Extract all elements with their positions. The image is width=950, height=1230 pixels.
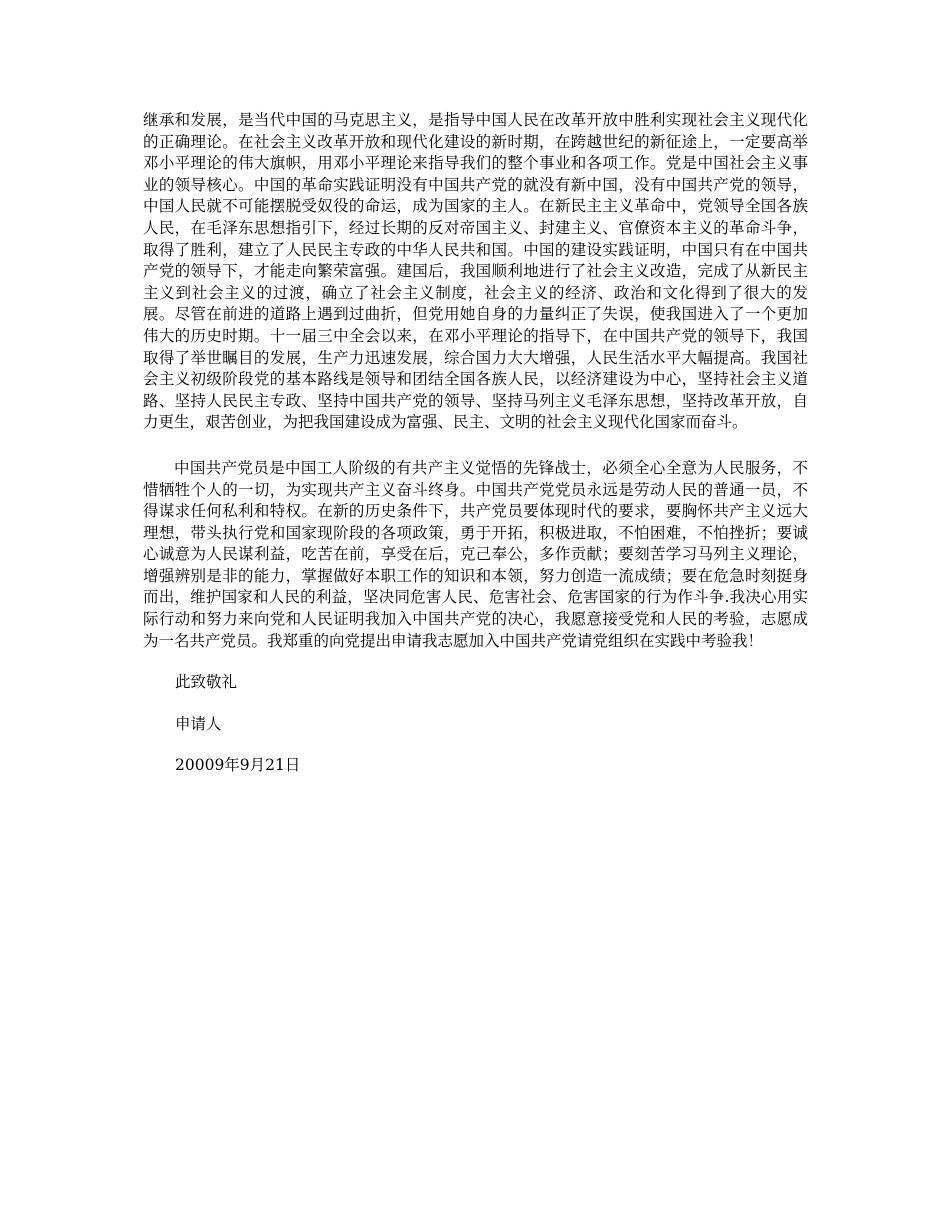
applicant-label: 申请人 bbox=[175, 714, 222, 733]
body-paragraph-1: 继承和发展，是当代中国的马克思主义，是指导中国人民在改革开放中胜利实现社会主义现代化的正确理论。在社会主义改革开放和现代化建设的新时期，在跨越世纪的新征途上，一定要高举邓小平理论的伟大旗帜，用邓小平理论来指导我们的整个事业和各项工作。党是中国社会主义事业的领导核心。中国的革命实践证明没有中国共产党的就没有新中国，没有中国共产党的领导，中国人民就不可能摆脱受奴役的命运，成为国家的主人。在新民主主义革命中，党领导全国各族人民，在毛泽东思想指引下，经过长期的反对帝国主义、封建主义、官僚资本主义的革命斗争，取得了胜利，建立了人民民主专政的中华人民共和国。中国的建设实践证明，中国只有在中国共产党的领导下，才能走向繁荣富强。建国后，我国顺利地进行了社会主义改造，完成了从新民主主义到社会主义的过渡，确立了社会主义制度，社会主义的经济、政治和文化得到了很大的发展。尽管在前进的道路上遇到过曲折，但党用她自身的力量纠正了失误，使我国进入了一个更加伟大的历史时期。十一届三中全会以来，在邓小平理论的指导下，在中国共产党的领导下，我国取得了举世瞩目的发展，生产力迅速发展，综合国力大大增强，人民生活水平大幅提高。我国社会主义初级阶段党的基本路线是领导和团结全国各族人民，以经济建设为中心，坚持社会主义道路、坚持人民民主专政、坚持中国共产党的领导、坚持马列主义毛泽东思想，坚持改革开放，自力更生，艰苦创业，为把我国建设成为富强、民主、文明的社会主义现代化国家而奋斗。 bbox=[143, 111, 808, 432]
salutation: 此致敬礼 bbox=[175, 673, 238, 692]
body-paragraph-2: 中国共产党员是中国工人阶级的有共产主义觉悟的先锋战士，必须全心全意为人民服务，不惜牺牲个人的一切，为实现共产主义奋斗终身。中国共产党党员永远是劳动人民的普通一员，不得谋求任何私利和特权。在新的历史条件下，共产党员要体现时代的要求，要胸怀共产主义远大理想，带头执行党和国家现阶段的各项政策，勇于开拓，积极进取，不怕困难，不怕挫折；要诚心诚意为人民谋利益，吃苦在前，享受在后，克己奉公，多作贡献；要刻苦学习马列主义理论，增强辨别是非的能力，掌握做好本职工作的知识和本领，努力创造一流成绩；要在危急时刻挺身而出，维护国家和人民的利益，坚决同危害人民、危害社会、危害国家的行为作斗争.我决心用实际行动和努力来向党和人民证明我加入中国共产党的决心，我愿意接受党和人民的考验，志愿成为一名共产党员。我郑重的向党提出申请我志愿加入中国共产党请党组织在实践中考验我！ bbox=[143, 458, 808, 650]
document-page bbox=[143, 110, 808, 777]
signature-date: 20009年9月21日 bbox=[175, 756, 301, 775]
